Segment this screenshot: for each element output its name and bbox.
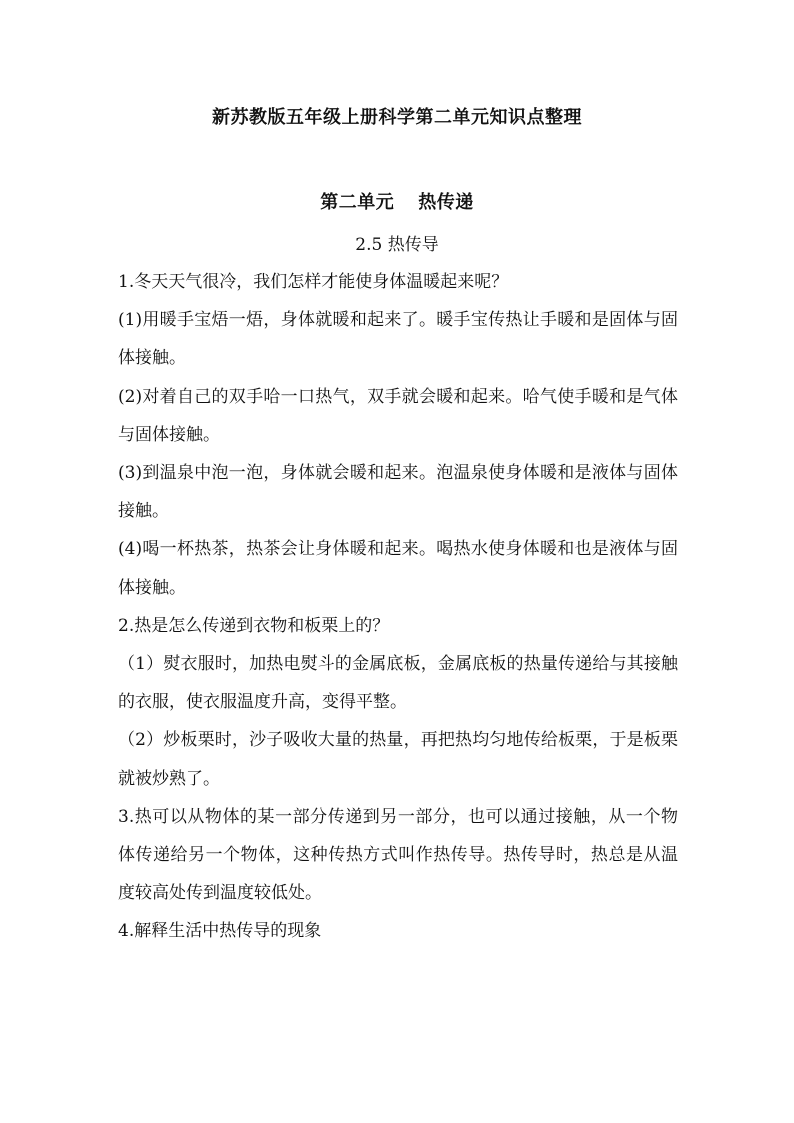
paragraph: （1）熨衣服时，加热电熨斗的金属底板，金属底板的热量传递给与其接触的衣服，使衣服温度升高，变得平整。 bbox=[118, 654, 678, 713]
unit-heading bbox=[0, 188, 794, 214]
paragraph: 2.热是怎么传递到衣物和板栗上的？ bbox=[118, 615, 390, 636]
paragraph: (2)对着自己的双手哈一口热气，双手就会暖和起来。哈气使手暖和是气体与固体接触。 bbox=[118, 386, 678, 445]
unit-name: 热传递 bbox=[418, 192, 474, 213]
document-title: 新苏教版五年级上册科学第二单元知识点整理 bbox=[212, 107, 582, 128]
paragraph: (1)用暖手宝焐一焐，身体就暖和起来了。暖手宝传热让手暖和是固体与固体接触。 bbox=[118, 310, 678, 369]
paragraph: 3.热可以从物体的某一部分传递到另一部分，也可以通过接触，从一个物体传递给另一个物体，这种传热方式叫作热传导。热传导时，热总是从温度较高处传到温度较低处。 bbox=[118, 806, 678, 904]
section-title: 2.5 热传导 bbox=[355, 235, 439, 255]
paragraph: (3)到温泉中泡一泡，身体就会暖和起来。泡温泉使身体暖和是液体与固体接触。 bbox=[118, 463, 678, 522]
paragraph: （2）炒板栗时，沙子吸收大量的热量，再把热均匀地传给板栗，于是板栗就被炒熟了。 bbox=[118, 730, 678, 789]
paragraph: 4.解释生活中热传导的现象 bbox=[118, 921, 322, 942]
document-body bbox=[118, 263, 678, 951]
paragraph: 1.冬天天气很冷，我们怎样才能使身体温暖起来呢？ bbox=[118, 272, 509, 292]
unit-label: 第二单元 bbox=[320, 192, 395, 213]
paragraph: (4)喝一杯热茶，热茶会让身体暖和起来。喝热水使身体暖和也是液体与固体接触。 bbox=[118, 539, 678, 598]
